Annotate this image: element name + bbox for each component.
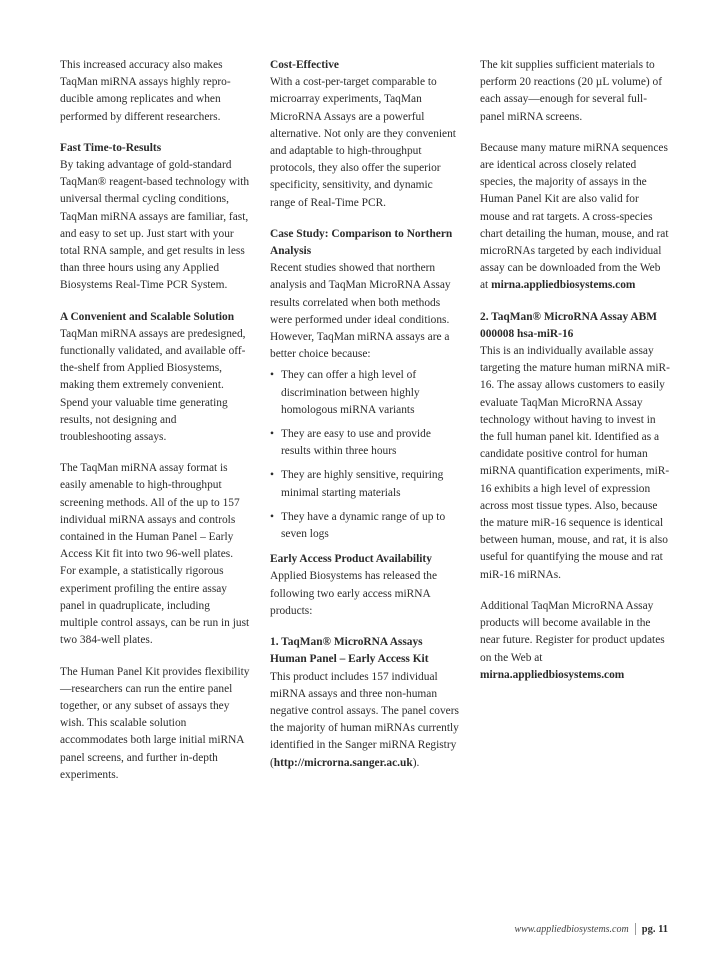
list-item: • They are highly sensitive, requiring minimal starting materials [270,469,444,499]
column-left [60,57,250,798]
section-heading: Cost-Effective [270,59,339,71]
additional-products-paragraph [480,598,670,684]
section-body: This is an individually available assay targeting the mature human miRNA miR-16. The assay allows customers to easily evaluate TaqMan MicroRNA Assay technology without having to invest in the full human panel kit. Identified as a candidate positive control for human miRNA quantification experiments, miR-16 exhibits a high level of expression across most tissue types. Also, because the mature miR-16 sequence is identical between human, mouse, and rat, it is also useful for quantifying the mouse and rat miR-16 miRNAs. [480,345,670,581]
bullet-icon: • [270,469,274,482]
section-case-study [270,226,460,364]
cross-species-paragraph [480,140,670,295]
section-body: With a cost-per-target comparable to microarray experiments, TaqMan MicroRNA Assays are a powerful alternative. Not only are they convenient and adaptable to high-throughput protocols, they also offer the superior specificity, sensitivity, and dynamic range of Real-Time PCR. [270,76,456,209]
section-mir16-assay [480,309,670,584]
section-body: TaqMan miRNA assays are predesigned, functionally validated, and available off-the-shelf from Applied Biosystems, making them extremely convenient. Spend your valuable time generating results, not designing and troubleshooting assays. [60,327,246,444]
bullet-icon: • [270,510,274,523]
column-right [480,57,670,698]
mirna-website-link[interactable]: mirna.appliedbiosystems.com [480,668,625,681]
section-body: This product includes 157 individual miRNA assays and three non-human negative control assays. The panel covers the majority of human miRNAs currently identified in the Sanger miRNA Registry ( [270,670,459,769]
section-heading: Fast Time-to-Results [60,141,162,154]
bullet-icon: • [270,369,274,382]
section-body: Recent studies showed that northern analysis and TaqMan MicroRNA Assay results correlated when both methods were performed under ideal conditions. However, TaqMan miRNA assays are a better choice because: [270,262,451,361]
section-heading: 1. TaqMan® MicroRNA Assays Human Panel – Early Access Kit [270,636,429,666]
intro-paragraph: This increased accuracy also makes TaqMan miRNA assays highly reproducible among replicates and when performed by different researchers. [60,59,231,123]
sanger-registry-link[interactable]: http://microrna.sanger.ac.uk [273,756,413,769]
section-cost-effective [270,57,460,212]
paragraph-body: Additional TaqMan MicroRNA Assay products will become available in the near future. Register for product updates on the Web at [480,599,665,664]
footer-divider [635,923,636,935]
throughput-paragraph: The TaqMan miRNA assay format is easily amenable to high-throughput screening methods. All of the up to 157 individual miRNA assays and controls contained in the Human Panel – Early Access Kit fit into two 96-well plates. For example, a statistically rigorous experiment profiling the entire assay panel in quadruplicate, including multiple control assays, can be run in just two 384-well plates. [60,462,250,647]
bullet-icon: • [270,428,274,441]
advantages-list [270,367,460,543]
footer-url-link[interactable]: www.appliedbiosystems.com [514,923,629,935]
section-body: By taking advantage of gold-standard TaqMan® reagent-based technology with universal thermal cycling conditions, TaqMan miRNA assays are familiar, fast, and easy to set up. Just start with your total RNA sample, and get results in less than three hours using any Applied Biosystems Real-Time PCR System. [60,159,250,292]
mirna-website-link[interactable]: mirna.appliedbiosystems.com [491,279,636,292]
section-heading: 2. TaqMan® MicroRNA Assay ABM 000008 hsa-miR-16 [480,310,657,340]
flexibility-paragraph: The Human Panel Kit provides flexibility—researchers can run the entire panel together, or any subset of assays they wish. This scalable solution accommodates both large initial miRNA panel screens, and further in-depth experiments. [60,665,250,781]
section-human-panel-kit: 1. TaqMan® MicroRNA Assays Human Panel – Early Access Kit This product includes 157 individual miRNA assays and three non-human negative control assays. The panel covers the majority of human miRNAs currently identified in the Sanger miRNA Registry (http://microrna.sanger.ac.uk). [270,636,459,769]
page-number: pg. 11 [641,923,668,935]
section-convenient-scalable [60,309,250,447]
section-early-access [270,551,460,620]
section-heading: Case Study: Comparison to Northern Analysis [270,227,453,258]
section-heading: A Convenient and Scalable Solution [60,310,235,323]
list-item: • They can offer a high level of discrimination between highly homologous miRNA variants [270,369,420,416]
section-body: Applied Biosystems has released the following two early access miRNA products: [270,570,438,617]
paragraph-body: Because many mature miRNA sequences are identical across closely related species, the majority of assays in the Human Panel Kit are also valid for mouse and rat targets. A cross-species chart detailing the human, mouse, and rat microRNAs targeted by each individual assay can be downloaded from the Web at [480,141,669,292]
list-item: • They have a dynamic range of up to seven logs [270,510,446,541]
page-footer [514,923,668,935]
kit-supplies-paragraph: The kit supplies sufficient materials to perform 20 reactions (20 µL volume) of each assay—enough for several full-panel miRNA screens. [480,59,663,123]
section-fast-time-to-results [60,140,250,295]
list-item: • They are easy to use and provide results within three hours [270,428,431,458]
section-heading: Early Access Product Availability [270,553,432,566]
column-middle [270,57,460,786]
